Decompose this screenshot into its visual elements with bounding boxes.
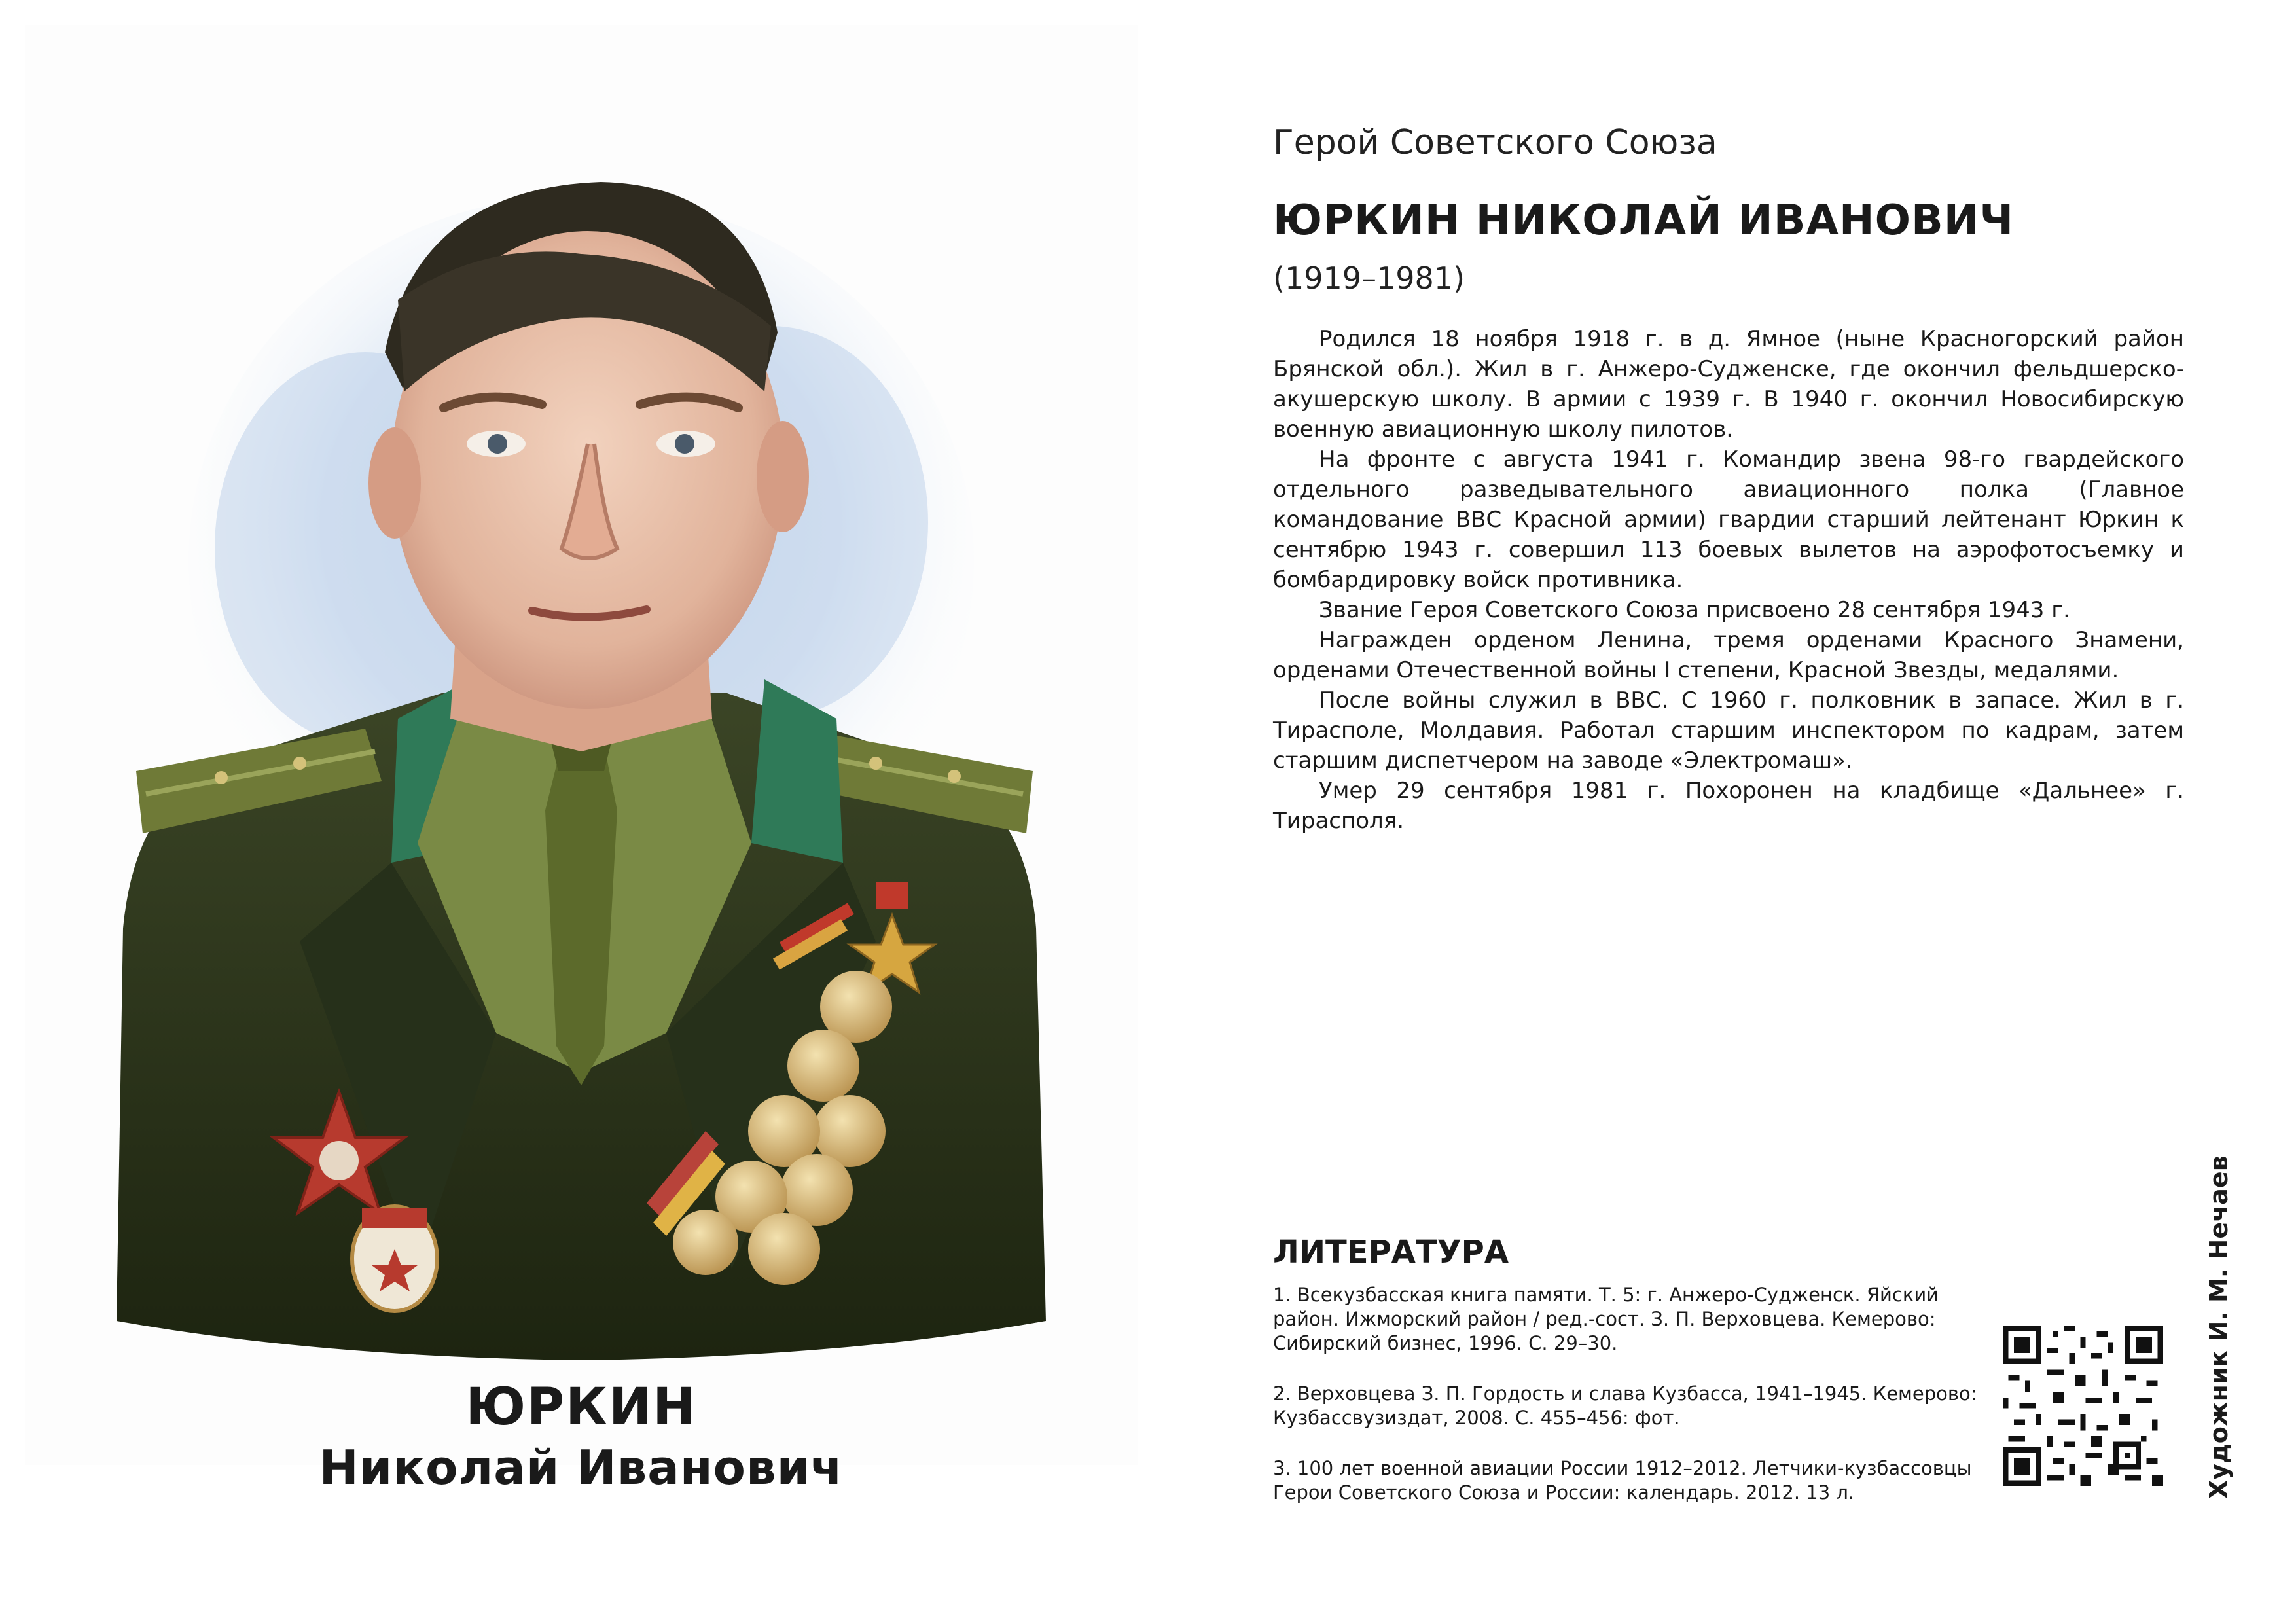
portrait-surname: ЮРКИН bbox=[465, 1378, 697, 1437]
portrait-painting bbox=[25, 25, 1138, 1465]
hero-name: ЮРКИН НИКОЛАЙ ИВАНОВИЧ bbox=[1273, 196, 2015, 245]
literature-item: 1. Всекузбасская книга памяти. Т. 5: г. Анжеро-Судженск. Яйский район. Ижморский район / ред.-сост. З. П. Верховцева. Кемерово: Сибирский бизнес, 1996. С. 29–30. bbox=[1273, 1284, 1939, 1354]
bio-paragraph: Умер 29 сентября 1981 г. Похоронен на кладбище «Дальнее» г. Тирасполя. bbox=[1273, 778, 2184, 834]
life-years: (1919–1981) bbox=[1273, 261, 1465, 296]
bio-paragraph: На фронте с августа 1941 г. Командир звена 98-го гвардейского отдельного разведывательного авиационного полка (Главное командование ВВС Красной армии) гвардии старший лейтенант Юркин к сентябрю 1943 г. совершил 113 боевых вылетов на аэрофотосъемку и бомбардировку войск противника. bbox=[1273, 446, 2184, 593]
portrait-panel bbox=[25, 25, 1138, 1465]
literature-item: 2. Верховцева З. П. Гордость и слава Кузбасса, 1941–1945. Кемерово: Кузбассвузиздат, 2008. С. 455–456: фот. bbox=[1273, 1382, 1977, 1429]
qr-code-icon[interactable] bbox=[2003, 1326, 2163, 1486]
biography bbox=[1273, 324, 2184, 836]
artist-credit: Художник И. М. Нечаев bbox=[2204, 1155, 2233, 1499]
literature-item: 3. 100 лет военной авиации России 1912–2012. Летчики-кузбассовцы Герои Советского Союза и России: календарь. 2012. 13 л. bbox=[1273, 1457, 1972, 1504]
bio-paragraph: Родился 18 ноября 1918 г. в д. Ямное (ныне Красногорский район Брянской обл.). Жил в г. Анжеро-Судженске, где окончил фельдшерско-акушерскую школу. В армии с 1939 г. В 1940 г. окончил Новосибирскую военную авиационную школу пилотов. bbox=[1273, 326, 2184, 442]
literature-heading: ЛИТЕРАТУРА bbox=[1273, 1234, 1509, 1271]
bio-paragraph: Награжден орденом Ленина, тремя орденами Красного Знамени, орденами Отечественной войны I степени, Красной Звезды, медалями. bbox=[1273, 627, 2184, 683]
hero-title: Герой Советского Союза bbox=[1273, 123, 1717, 162]
portrait-given-names: Николай Иванович bbox=[319, 1440, 844, 1495]
bio-paragraph: Звание Героя Советского Союза присвоено 28 сентября 1943 г. bbox=[1319, 597, 2070, 623]
bio-paragraph: После войны служил в ВВС. С 1960 г. полковник в запасе. Жил в г. Тирасполе, Молдавия. Работал старшим инспектором по кадрам, затем старшим диспетчером на заводе «Электромаш». bbox=[1273, 687, 2184, 774]
literature-list bbox=[1273, 1283, 1980, 1531]
